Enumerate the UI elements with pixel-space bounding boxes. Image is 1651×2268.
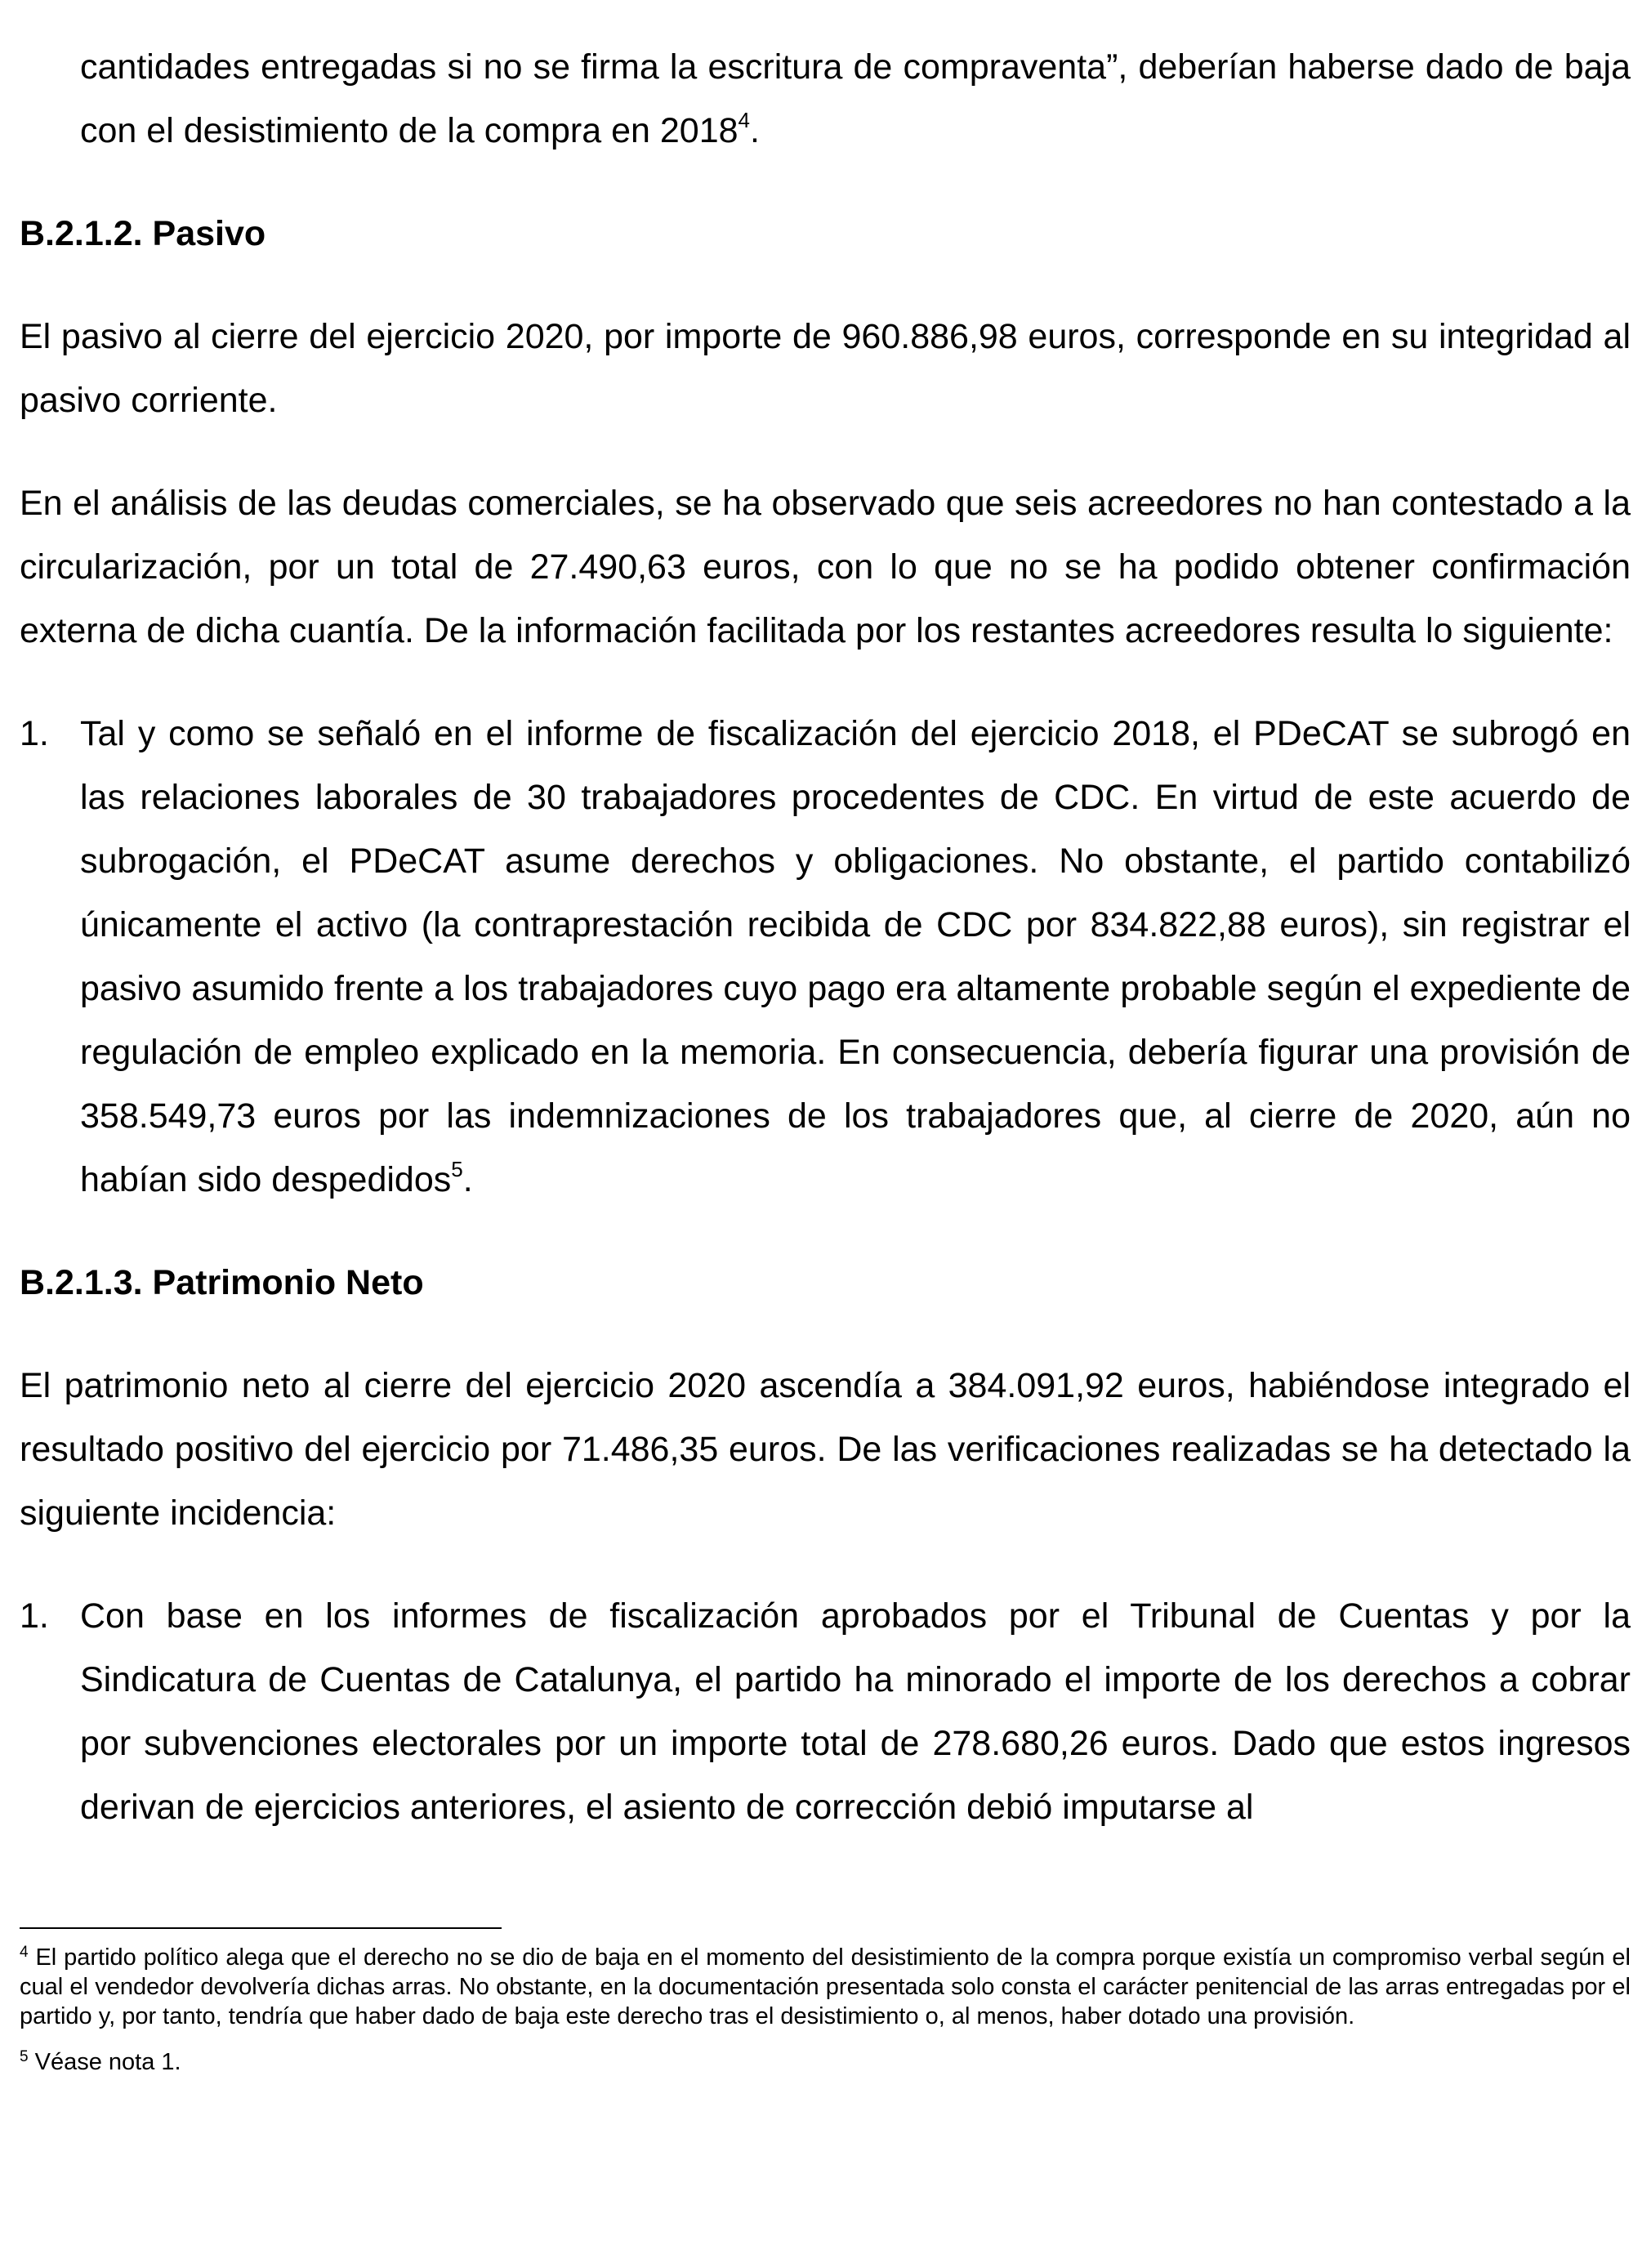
list-item-text: Con base en los informes de fiscalización aprobados por el Tribunal de Cuentas y por la Sindicatura de Cuentas de Catalunya, el partido ha minorado el importe de los derechos a cobrar por subvenciones electorales por un importe total de 278.680,26 euros. Dado que estos ingresos derivan de ejercicios anteriores, el asiento de corrección debió imputarse al [80, 1596, 1631, 1827]
footnote-5: $^5$ Véase nota 1. [20, 2048, 181, 2075]
document-page [20, 0, 1631, 1839]
footnote-separator [20, 1927, 502, 1929]
patrimonio-paragraph-1: El patrimonio neto al cierre del ejercicio 2020 ascendía a 384.091,92 euros, habiéndose integrado el resultado positivo del ejercicio por 71.486,35 euros. De las verificaciones realizadas se ha detectado la siguiente incidencia: [20, 1366, 1631, 1533]
footnotes [20, 1943, 1631, 2077]
pasivo-paragraph-1: El pasivo al cierre del ejercicio 2020, por importe de 960.886,98 euros, corresponde en su integridad al pasivo corriente. [20, 317, 1631, 420]
patrimonio-list-item-1 [20, 1584, 1631, 1839]
continuation-text: cantidades entregadas si no se firma la escritura de compraventa”, deberían haberse dado de baja con el desistimiento de la compra en 2018 [80, 47, 1631, 150]
section-heading-pasivo: B.2.1.2. Pasivo [20, 214, 266, 253]
section-heading-patrimonio-neto: B.2.1.3. Patrimonio Neto [20, 1263, 424, 1302]
list-number: 1. [20, 1596, 49, 1636]
footnote-4: $^4$ El partido político alega que el derecho no se dio de baja en el momento del desistimiento de la compra porque existía un compromiso verbal según el cual el vendedor devolvería dichas arras. No obstante, en la documentación presentada solo consta el carácter penitencial de las arras entregadas por el partido y, por tanto, tendría que haber dado de baja este derecho tras el desistimiento o, al menos, haber dotado una provisión. [20, 1944, 1631, 2029]
footnote-ref-4[interactable]: 4 [738, 108, 751, 132]
pasivo-paragraph-2: En el análisis de las deudas comerciales, se ha observado que seis acreedores no han contestado a la circularización, por un total de 27.490,63 euros, con lo que no se ha podido obtener confirmación externa de dicha cuantía. De la información facilitada por los restantes acreedores resulta lo siguiente: [20, 484, 1631, 650]
list-item-text: Tal y como se señaló en el informe de fiscalización del ejercicio 2018, el PDeCAT se subrogó en las relaciones laborales de 30 trabajadores procedentes de CDC. En virtud de este acuerdo de subrogación, el PDeCAT asume derechos y obligaciones. No obstante, el partido contabilizó únicamente el activo (la contraprestación recibida de CDC por 834.822,88 euros), sin registrar el pasivo asumido frente a los trabajadores cuyo pago era altamente probable según el expediente de regulación de empleo explicado en la memoria. En consecuencia, debería figurar una provisión de 358.549,73 euros por las indemnizaciones de los trabajadores que, al cierre de 2020, aún no habían sido despedidos$^5$. [80, 714, 1631, 1199]
footnote-ref-5[interactable]: 5 [451, 1157, 463, 1181]
pasivo-list-item-1 [20, 702, 1631, 1212]
continuation-paragraph: cantidades entregadas si no se firma la escritura de compraventa”, deberían haberse dado de baja con el desistimiento de la compra en 2018$^4$. [80, 47, 1631, 150]
list-number: 1. [20, 714, 49, 753]
